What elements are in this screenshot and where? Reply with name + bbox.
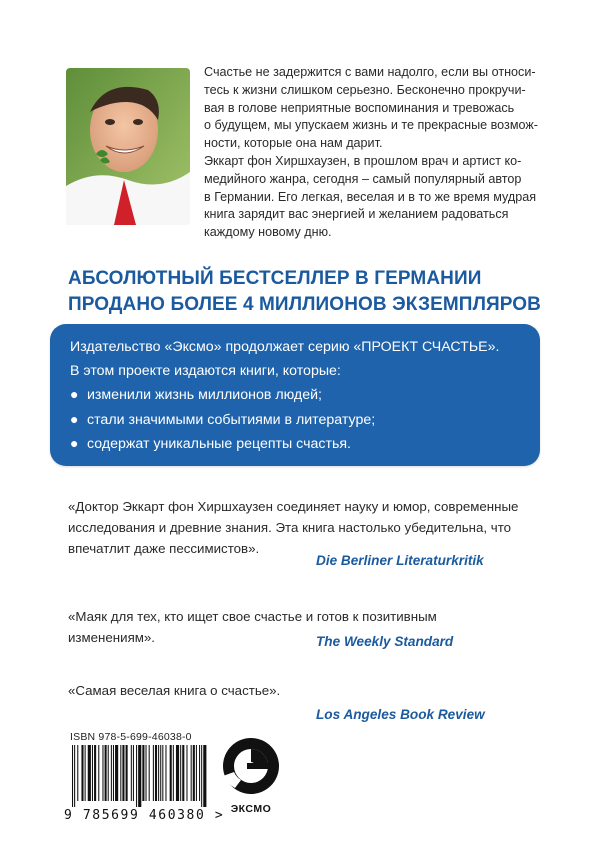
isbn-label: ISBN 978-5-699-46038-0: [70, 731, 192, 743]
quote-text: «Самая веселая книга о счастье».: [68, 683, 281, 698]
intro-line: Счастье не задержится с вами надолго, если вы относи-: [204, 65, 536, 79]
review-quote-2: [68, 606, 548, 648]
barcode-bar: [138, 745, 141, 807]
bullet-icon: ●: [70, 435, 79, 451]
barcode-bar: [111, 745, 112, 801]
barcode-bar: [136, 745, 137, 807]
intro-line: в Германии. Его легкая, веселая и в то же время мудрая: [204, 189, 537, 204]
barcode-bar: [133, 745, 134, 801]
barcode-bar: [122, 745, 124, 801]
intro-text: [204, 64, 558, 242]
barcode-bar: [186, 745, 187, 801]
barcode-bar: [81, 745, 83, 801]
bullet-icon: ●: [70, 410, 79, 427]
quote-source-3: Los Angeles Book Review: [316, 707, 485, 722]
barcode-bar: [142, 745, 144, 801]
barcode-bar: [102, 745, 103, 801]
barcode-bar: [196, 745, 197, 801]
list-item-text: содержат уникальные рецепты счастья.: [87, 436, 351, 452]
barcode-bar: [85, 745, 86, 801]
list-item: [70, 383, 526, 408]
barcode-bar: [153, 745, 154, 801]
barcode-bar: [160, 745, 161, 801]
barcode-bar: [182, 745, 184, 801]
barcode-bar: [176, 745, 179, 801]
list-item-text: изменили жизнь миллионов людей;: [87, 387, 322, 403]
panel-line-1: Издательство «Эксмо» продолжает серию «ПРОЕКТ СЧАСТЬЕ».: [70, 339, 500, 355]
barcode-bar: [105, 745, 107, 801]
barcode-bar: [173, 745, 174, 801]
barcode-bar: [203, 745, 206, 807]
quote-text: «Маяк для тех, кто ищет свое счастье и готов к позитивным изменениям».: [68, 609, 437, 645]
barcode-bar: [126, 745, 128, 801]
barcode-bar: [88, 745, 91, 801]
intro-line: Эккарт фон Хиршхаузен, в прошлом врач и артист ко-: [204, 153, 522, 168]
barcode-bar: [155, 745, 157, 801]
intro-line: вая в голове неприятные воспоминания и тревожась: [204, 100, 515, 115]
barcode-bar: [191, 745, 192, 801]
bullet-icon: ●: [70, 386, 79, 402]
headline-line-1: АБСОЛЮТНЫЙ БЕСТСЕЛЛЕР В ГЕРМАНИИ: [68, 268, 482, 289]
barcode-bar: [113, 745, 114, 801]
quote-text: «Доктор Эккарт фон Хиршхаузен соединяет науку и юмор, современные исследования и древние знания. Эта книга настолько убедительна, что впечатлит даже пессимистов».: [68, 499, 519, 556]
barcode-bar: [74, 745, 75, 807]
intro-line: тесь к жизни слишком серьезно. Бесконечно прокручи-: [204, 82, 526, 97]
intro-line: медийного жанра, сегодня – самый популярный автор: [204, 171, 522, 186]
headline-line-2: ПРОДАНО БОЛЕЕ 4 МИЛЛИОНОВ ЭКЗЕМПЛЯРОВ: [68, 294, 541, 315]
barcode-bar: [115, 745, 118, 801]
list-item-text: стали значимыми событиями в литературе;: [87, 411, 376, 428]
intro-line: каждому новому дню.: [204, 225, 332, 240]
barcode-image: [70, 745, 208, 807]
barcode-bar: [193, 745, 195, 801]
barcode-bar: [131, 745, 132, 801]
barcode-bar: [108, 745, 109, 801]
panel-line-2: В этом проекте издаются книги, которые:: [70, 362, 341, 379]
barcode-bar: [170, 745, 172, 801]
barcode-bar: [94, 745, 96, 801]
barcode-bar: [162, 745, 163, 801]
series-info-panel: [50, 324, 540, 466]
review-quote-3: [68, 680, 548, 701]
barcode-bar: [201, 745, 202, 807]
barcode-bar: [98, 745, 99, 801]
intro-line: книга зарядит вас энергией и желанием радоваться: [204, 207, 509, 222]
barcode-number: 9 785699 460380 >: [64, 808, 225, 823]
list-item: [70, 432, 526, 457]
author-photo: [66, 68, 190, 225]
publisher-name: ЭКСМО: [230, 803, 272, 815]
quote-source-1: Die Berliner Literaturkritik: [316, 553, 484, 568]
quote-source-2: The Weekly Standard: [316, 634, 454, 649]
barcode-bar: [165, 745, 166, 801]
barcode-bar: [92, 745, 93, 801]
review-quote-1: [68, 496, 548, 559]
list-item: [70, 408, 526, 433]
intro-line: о будущем, мы упускаем жизнь и те прекрасные возмож-: [204, 118, 538, 133]
barcode-bar: [158, 745, 159, 801]
barcode-bar: [180, 745, 181, 801]
barcode-bar: [77, 745, 78, 801]
barcode-bar: [149, 745, 150, 801]
barcode-bar: [146, 745, 147, 801]
intro-line: ности, которые она нам дарит.: [204, 136, 383, 151]
barcode-bar: [72, 745, 73, 807]
bestseller-headline: [68, 266, 548, 318]
panel-bullet-list: [70, 383, 526, 457]
barcode-bar: [120, 745, 121, 801]
barcode-bar: [199, 745, 200, 801]
